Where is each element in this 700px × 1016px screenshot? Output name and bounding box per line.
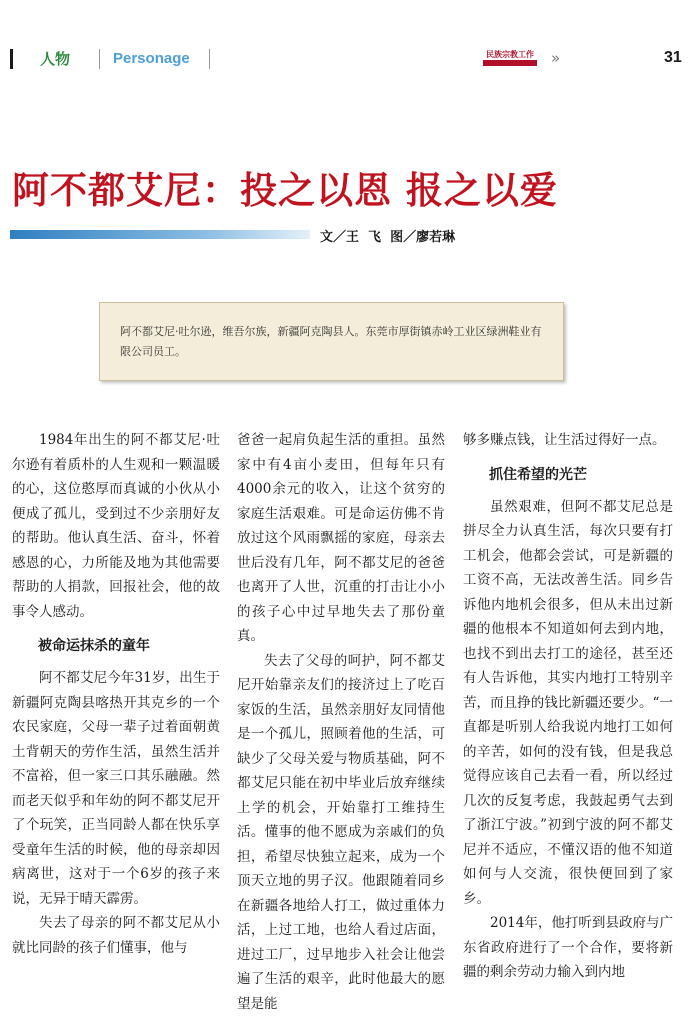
- intro-box: [99, 302, 564, 381]
- column-3: [463, 428, 673, 985]
- byline: 文／王 飞 图／廖若琳: [320, 226, 455, 245]
- chevron-right-icon: »: [551, 49, 560, 67]
- section-heading: 抓住希望的光芒: [463, 463, 673, 487]
- magazine-logo-text: 民族宗教工作: [483, 49, 537, 59]
- paragraph: 阿不都艾尼今年31岁，出生于新疆阿克陶县喀热开其克乡的一个农民家庭，父母一辈子过着面朝黄土背朝天的劳作生活，虽然生活并不富裕，但一家三口其乐融融。然而老天似乎和年幼的阿不都艾尼开了个玩笑，正当同龄人都在快乐享受童年生活的时候，他的母亲却因病离世，这对于一个6岁的孩子来说，无异于晴天霹雳。: [12, 666, 220, 911]
- magazine-logo-band: [483, 60, 537, 66]
- header-divider: [99, 49, 100, 69]
- paragraph: 失去了父母的呵护，阿不都艾尼开始靠亲友们的接济过上了吃百家饭的生活，虽然亲朋好友同情他是一个孤儿，照顾着他的生活，可缺少了父母关爱与物质基础，阿不都艾尼只能在初中毕业后放弃继续上学的机会，开始靠打工维持生活。懂事的他不愿成为亲戚们的负担，希望尽快独立起来，成为一个顶天立地的男子汉。他跟随着同乡在新疆各地给人打工，做过重体力活，上过工地，也给人看过店面，进过工厂，过早地步入社会让他尝遍了生活的艰辛，此时他最大的愿望是能: [237, 649, 445, 1016]
- header-divider: [209, 49, 210, 69]
- column-1: [12, 428, 220, 960]
- header-bar-mark: [10, 49, 13, 69]
- paragraph: 爸爸一起肩负起生活的重担。虽然家中有4亩小麦田，但每年只有4000余元的收入，让这个贫穷的家庭生活艰难。可是命运仿佛不肯放过这个风雨飘摇的家庭，母亲去世后没有几年，阿不都艾尼的爸爸也离开了人世，沉重的打击让小小的孩子心中过早地失去了那份童真。: [237, 428, 445, 649]
- article-title: 阿不都艾尼：投之以恩 报之以爱: [12, 160, 558, 214]
- paragraph: 1984年出生的阿不都艾尼·吐尔逊有着质朴的人生观和一颗温暖的心，这位憨厚而真诚的小伙从小便成了孤儿，受到过不少亲朋好友的帮助。他认真生活、奋斗，怀着感恩的心，力所能及地为其他需要帮助的人捐款，回报社会，他的故事令人感动。: [12, 428, 220, 624]
- paragraph: 虽然艰难，但阿不都艾尼总是拼尽全力认真生活，每次只要有打工机会，他都会尝试，可是新疆的工资不高，无法改善生活。同乡告诉他内地机会很多，但从未出过新疆的他根本不知道如何去到内地，也找不到出去打工的途径，甚至还有人告诉他，其实内地打工特别辛苦，而且挣的钱比新疆还要少。“一直都是听别人给我说内地打工如何的辛苦，如何的没有钱，但是我总觉得应该自己去看一看，所以经过几次的反复考虑，我鼓起勇气去到了浙江宁波。”初到宁波的阿不都艾尼并不适应，不懂汉语的他不知道如何与人交流，很快便回到了家乡。: [463, 495, 673, 912]
- paragraph: 失去了母亲的阿不都艾尼从小就比同龄的孩子们懂事，他与: [12, 911, 220, 960]
- intro-text: 阿不都艾尼·吐尔逊，维吾尔族，新疆阿克陶县人。东莞市厚街镇赤岭工业区绿洲鞋业有限公司员工。: [120, 325, 542, 358]
- section-heading: 被命运抹杀的童年: [12, 634, 220, 658]
- section-label: 人物: [40, 48, 70, 69]
- section-label-english: Personage: [113, 50, 190, 67]
- paragraph: 够多赚点钱，让生活过得好一点。: [463, 428, 673, 453]
- column-2: [237, 428, 445, 1016]
- magazine-logo: [483, 49, 537, 67]
- title-underline-bar: [10, 230, 310, 239]
- paragraph: 2014年，他打听到县政府与广东省政府进行了一个合作，要将新疆的剩余劳动力输入到内地: [463, 911, 673, 985]
- page-number: 31: [664, 49, 682, 67]
